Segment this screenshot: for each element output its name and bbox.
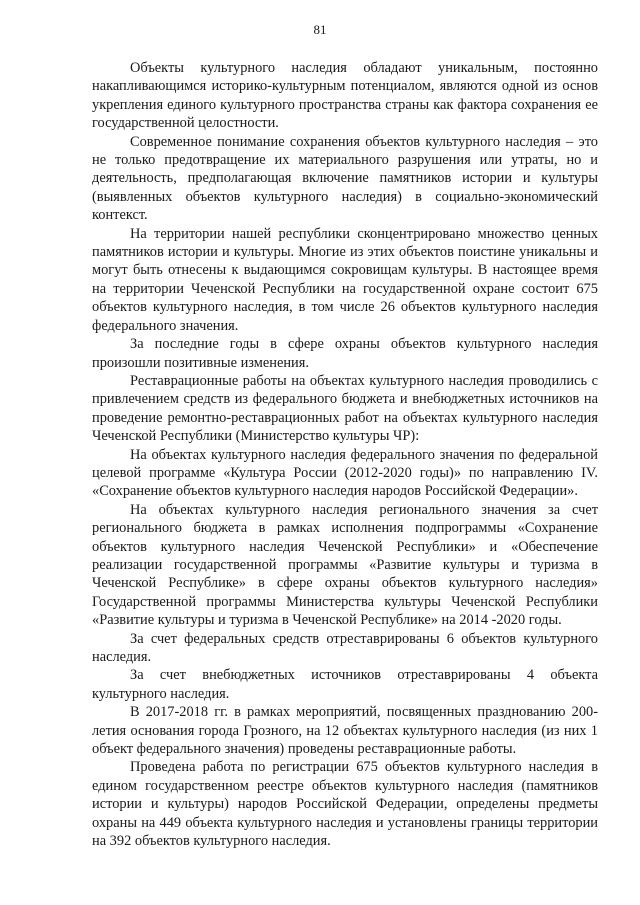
paragraph: За счет федеральных средств отреставрированы 6 объектов культурного наследия. bbox=[92, 630, 598, 665]
paragraph: Реставрационные работы на объектах культурного наследия проводились с привлечением средств из федерального бюджета и внебюджетных источников на проведение ремонтно-реставрационных работ на объектах культурного наследия Чеченской Республики (Министерство культуры ЧР): bbox=[92, 372, 598, 445]
paragraph: Современное понимание сохранения объектов культурного наследия – это не только предотвращение их материального разрушения или утраты, но и деятельность, предполагающая включение памятников истории и культуры (выявленных объектов культурного наследия) в социально-экономический контекст. bbox=[92, 133, 598, 224]
paragraph: За последние годы в сфере охраны объектов культурного наследия произошли позитивные изменения. bbox=[92, 336, 598, 371]
paragraph: На объектах культурного наследия регионального значения за счет регионального бюджета в рамках исполнения подпрограммы «Сохранение объектов культурного наследия Чеченской Республики» и «Обеспечение реализации государственной программы «Развитие культуры и туризма в Чеченской Республике» в сфере охраны объектов культурного наследия» Государственной программы Министерства культуры Чеченской Республики «Развитие культуры и туризма в Чеченской Республике» на 2014 -2020 годы. bbox=[92, 501, 598, 629]
paragraph: За счет внебюджетных источников отреставрированы 4 объекта культурного наследия. bbox=[92, 667, 598, 702]
paragraph: На территории нашей республики сконцентрировано множество ценных памятников истории и культуры. Многие из этих объектов поистине уникальны и могут быть отнесены к выдающимся сокровищам культуры. В настоящее время на территории Чеченской Республики на государственной охране состоит 675 объектов культурного наследия, в том числе 26 объектов культурного наследия федерального значения. bbox=[92, 225, 598, 334]
body-text bbox=[92, 59, 598, 850]
paragraph: Проведена работа по регистрации 675 объектов культурного наследия в едином государственном реестре объектов культурного наследия (памятников истории и культуры) народов Российской Федерации, определены предметы охраны на 449 объекта культурного наследия и установлены границы территории на 392 объектов культурного наследия. bbox=[92, 759, 598, 850]
paragraph: Объекты культурного наследия обладают уникальным, постоянно накапливающимся историко-культурным потенциалом, являются одной из основ укрепления единого культурного пространства страны как фактора сохранения ее государственной целостности. bbox=[92, 60, 598, 132]
page-number: 81 bbox=[313, 22, 327, 37]
paragraph: На объектах культурного наследия федерального значения по федеральной целевой программе «Культура России (2012-2020 годы)» по направлению IV. «Сохранение объектов культурного наследия народов Российской Федерации». bbox=[92, 446, 598, 500]
paragraph: В 2017-2018 гг. в рамках мероприятий, посвященных празднованию 200-летия основания города Грозного, на 12 объектах культурного наследия (из них 1 объект федерального значения) проведены реставрационные работы. bbox=[92, 704, 598, 758]
